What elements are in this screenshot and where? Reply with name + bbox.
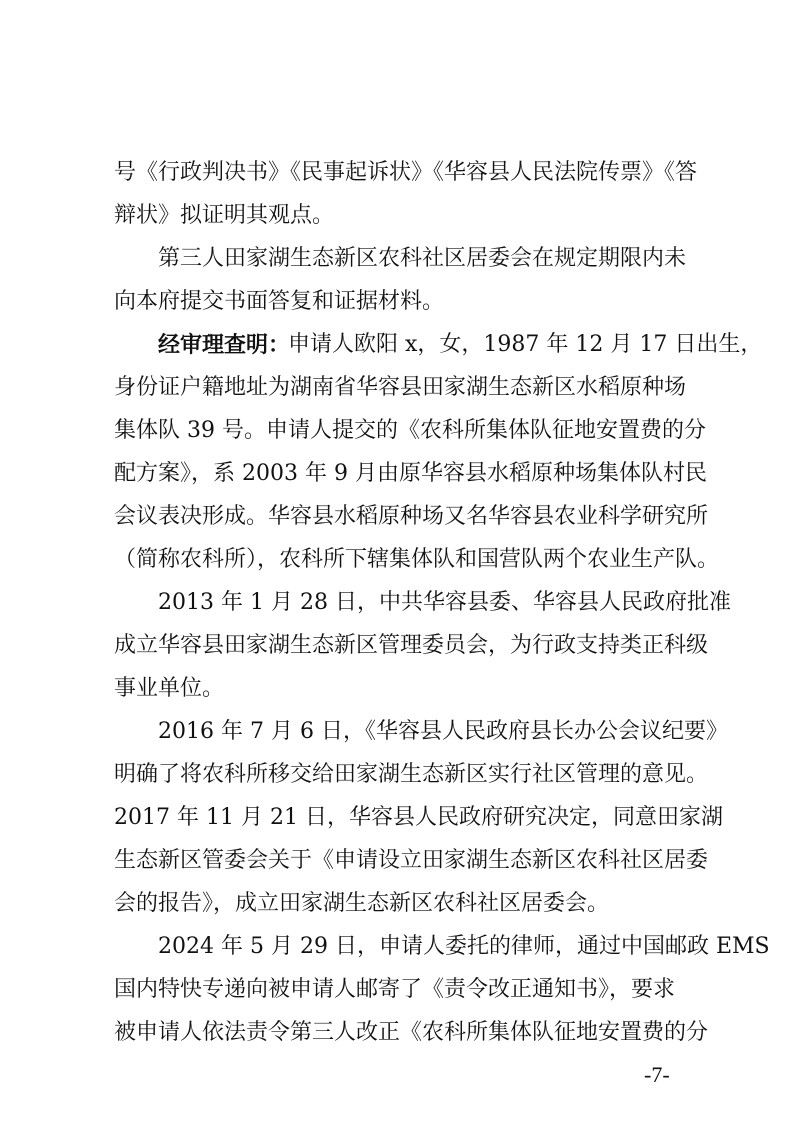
line-text: 会的报告》，成立田家湖生态新区农科社区居委会。: [114, 891, 610, 916]
paragraph-line: [0, 240, 793, 278]
text-line: [0, 154, 793, 192]
line-text: 集体队 39 号。申请人提交的《农科所集体队征地安置费的分: [114, 418, 706, 443]
text-line: [0, 197, 793, 235]
text-line: [0, 498, 793, 536]
line-text: （简称农科所），农科所下辖集体队和国营队两个农业生产队。: [114, 547, 720, 572]
text-line: [0, 799, 793, 837]
line-text: 向本府提交书面答复和证据材料。: [114, 289, 445, 314]
line-text: 2013 年 1 月 28 日，中共华容县委、华容县人民政府批准: [158, 590, 731, 615]
line-text: 申请人欧阳 x，女，1987 年 12 月 17 日出生，: [288, 332, 763, 357]
line-text: 生态新区管委会关于《申请设立田家湖生态新区农科社区居委: [114, 848, 709, 873]
line-text: 第三人田家湖生态新区农科社区居委会在规定期限内未: [158, 246, 687, 271]
text-line: [0, 1014, 793, 1052]
bold-lead: 经审理查明：: [158, 332, 291, 358]
text-line: [0, 283, 793, 321]
paragraph-line: [0, 713, 793, 751]
text-line: [0, 670, 793, 708]
line-text: 身份证户籍地址为湖南省华容县田家湖生态新区水稻原种场: [114, 375, 687, 400]
text-line: [0, 541, 793, 579]
text-line: [0, 412, 793, 450]
line-text: 国内特快专递向被申请人邮寄了《责令改正通知书》，要求: [114, 977, 676, 1002]
text-line: [0, 756, 793, 794]
paragraph-line: [0, 928, 793, 966]
line-text: 号《行政判决书》《民事起诉状》《华容县人民法院传票》《答: [114, 160, 698, 185]
line-text: 明确了将农科所移交给田家湖生态新区实行社区管理的意见。: [114, 762, 709, 787]
line-text: 成立华容县田家湖生态新区管理委员会，为行政支持类正科级: [114, 633, 709, 658]
line-text: 2024 年 5 月 29 日，申请人委托的律师，通过中国邮政 EMS: [158, 934, 770, 959]
text-line: [0, 885, 793, 923]
paragraph-line: [0, 584, 793, 622]
text-line: [0, 369, 793, 407]
text-line: [0, 627, 793, 665]
line-text: 事业单位。: [114, 676, 225, 701]
text-line: [0, 455, 793, 493]
line-text: 会议表决形成。华容县水稻原种场又名华容县农业科学研究所: [114, 504, 709, 529]
page-number: -7-: [644, 1062, 670, 1087]
line-text: 辩状》拟证明其观点。: [114, 203, 335, 228]
text-line: [0, 842, 793, 880]
line-text: 配方案》，系 2003 年 9 月由原华容县水稻原种场集体队村民: [114, 461, 707, 486]
paragraph-line: [0, 326, 793, 364]
line-text: 被申请人依法责令第三人改正《农科所集体队征地安置费的分: [114, 1020, 709, 1045]
line-text: 2016 年 7 月 6 日，《华容县人民政府县长办公会议纪要》: [158, 719, 728, 744]
line-text: 2017 年 11 月 21 日，华容县人民政府研究决定，同意田家湖: [114, 805, 723, 830]
text-line: [0, 971, 793, 1009]
